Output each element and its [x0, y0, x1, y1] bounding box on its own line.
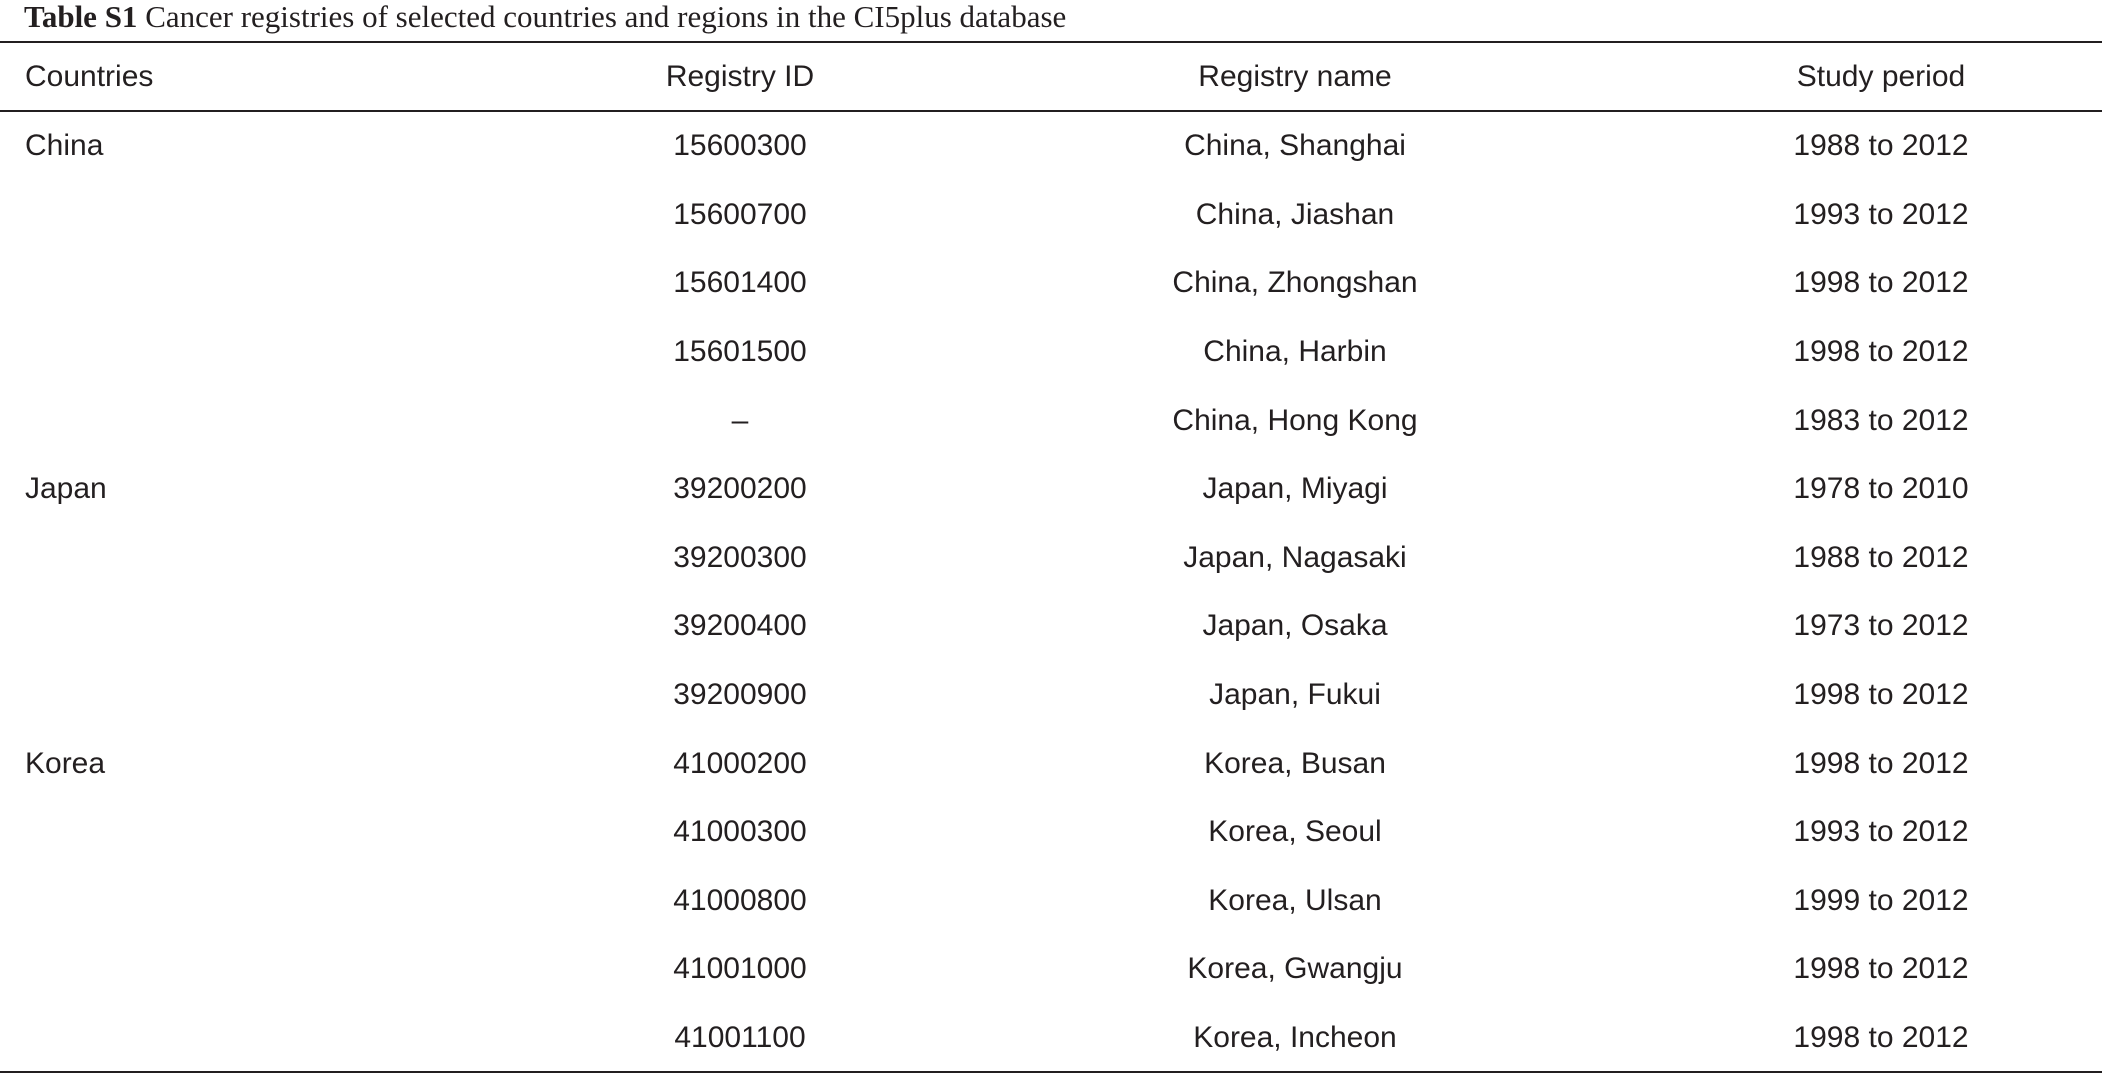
cell-study-period [1635, 661, 2102, 730]
cell-country [0, 592, 525, 661]
cell-study-period-value: 1993 to 2012 [1793, 815, 1969, 849]
cell-study-period [1635, 592, 2102, 661]
cell-study-period-value: 1998 to 2012 [1793, 952, 1969, 986]
cell-study-period-value: 1993 to 2012 [1793, 197, 1969, 231]
cell-registry-name: Japan, Miyagi [1202, 472, 1388, 506]
cell-study-period [1635, 249, 2102, 318]
cell-country [0, 318, 525, 387]
cell-study-period [1635, 318, 2102, 387]
cell-study-period [1635, 935, 2102, 1004]
cell-country [0, 386, 525, 455]
column-header-study-period [1635, 43, 2102, 110]
cell-study-period-value: 1988 to 2012 [1793, 129, 1969, 163]
cell-country [0, 798, 525, 867]
cell-country [0, 1004, 525, 1073]
cell-registry-name: Korea, Incheon [1193, 1021, 1397, 1055]
cell-registry-id: 41001100 [674, 1021, 806, 1055]
table-row [0, 112, 2102, 181]
cell-registry-name: Japan, Fukui [1209, 678, 1381, 712]
cell-registry-id: 41000800 [673, 883, 807, 917]
cell-study-period [1635, 181, 2102, 250]
cell-registry-id: 41000200 [673, 746, 807, 780]
table-row [0, 181, 2102, 250]
cell-registry-id: 15600300 [673, 129, 807, 163]
table-row [0, 798, 2102, 867]
cell-registry-name: Korea, Gwangju [1187, 952, 1403, 986]
cell-registry-id: 39200200 [673, 472, 807, 506]
cell-study-period [1635, 729, 2102, 798]
cell-registry-id: 41001000 [673, 952, 807, 986]
table-body [0, 112, 2102, 1072]
cell-registry-name: Japan, Osaka [1202, 609, 1388, 643]
cell-study-period [1635, 112, 2102, 181]
table-caption [24, 0, 1066, 40]
table-row [0, 318, 2102, 387]
column-header-countries: Countries [25, 59, 154, 93]
cell-registry-name: China, Jiashan [1195, 197, 1395, 231]
cell-registry-name: Korea, Ulsan [1208, 883, 1382, 917]
table-row [0, 455, 2102, 524]
table-row [0, 386, 2102, 455]
cell-study-period [1635, 798, 2102, 867]
cell-registry-id: 15601500 [673, 335, 807, 369]
cell-registry-id: 39200400 [673, 609, 807, 643]
cell-registry-id: 15601400 [673, 266, 807, 300]
cell-country: China [25, 129, 104, 163]
table-caption-label: Table S1 [24, 0, 138, 34]
table-caption-text: Cancer registries of selected countries and regions in the CI5plus database [145, 0, 1067, 34]
cell-study-period-value: 1998 to 2012 [1793, 266, 1969, 300]
column-header-study-period-label: Study period [1796, 59, 1966, 93]
cell-registry-name: China, Zhongshan [1172, 266, 1418, 300]
cell-study-period-value: 1973 to 2012 [1793, 609, 1969, 643]
cell-registry-name: China, Harbin [1203, 335, 1387, 369]
cell-study-period [1635, 867, 2102, 936]
cell-study-period [1635, 455, 2102, 524]
cell-country [0, 661, 525, 730]
cell-registry-id: 15600700 [673, 197, 807, 231]
registry-table [0, 43, 2102, 1072]
table-row [0, 661, 2102, 730]
table-row [0, 524, 2102, 593]
table-row [0, 729, 2102, 798]
cell-country [0, 867, 525, 936]
cell-study-period-value: 1978 to 2010 [1793, 472, 1969, 506]
table-row [0, 1004, 2102, 1073]
cell-registry-id: 39200300 [673, 540, 807, 574]
cell-country: Korea [25, 746, 106, 780]
cell-registry-id: – [731, 403, 749, 437]
header-row [0, 43, 2102, 110]
cell-registry-name: Korea, Busan [1204, 746, 1386, 780]
table-header [0, 43, 2102, 112]
cell-study-period-value: 1983 to 2012 [1793, 403, 1969, 437]
cell-country [0, 181, 525, 250]
cell-study-period-value: 1998 to 2012 [1793, 335, 1969, 369]
column-header-registry-id: Registry ID [665, 59, 815, 93]
cell-study-period-value: 1988 to 2012 [1793, 540, 1969, 574]
cell-country [0, 249, 525, 318]
cell-registry-id: 41000300 [673, 815, 807, 849]
cell-study-period-value: 1998 to 2012 [1793, 678, 1969, 712]
cell-study-period-value: 1998 to 2012 [1793, 746, 1969, 780]
cell-study-period [1635, 524, 2102, 593]
table-row [0, 935, 2102, 1004]
table-row [0, 249, 2102, 318]
table-row [0, 867, 2102, 936]
table-row [0, 592, 2102, 661]
cell-registry-name: Japan, Nagasaki [1183, 540, 1407, 574]
cell-study-period [1635, 1004, 2102, 1073]
column-header-registry-name: Registry name [1198, 59, 1392, 93]
cell-country [0, 524, 525, 593]
cell-study-period [1635, 386, 2102, 455]
cell-registry-name: Korea, Seoul [1208, 815, 1382, 849]
cell-study-period-value: 1998 to 2012 [1793, 1021, 1969, 1055]
cell-registry-name: China, Shanghai [1184, 129, 1406, 163]
cell-registry-id: 39200900 [673, 678, 807, 712]
cell-registry-name: China, Hong Kong [1172, 403, 1418, 437]
cell-country: Japan [25, 472, 107, 506]
cell-study-period-value: 1999 to 2012 [1793, 883, 1969, 917]
cell-country [0, 935, 525, 1004]
